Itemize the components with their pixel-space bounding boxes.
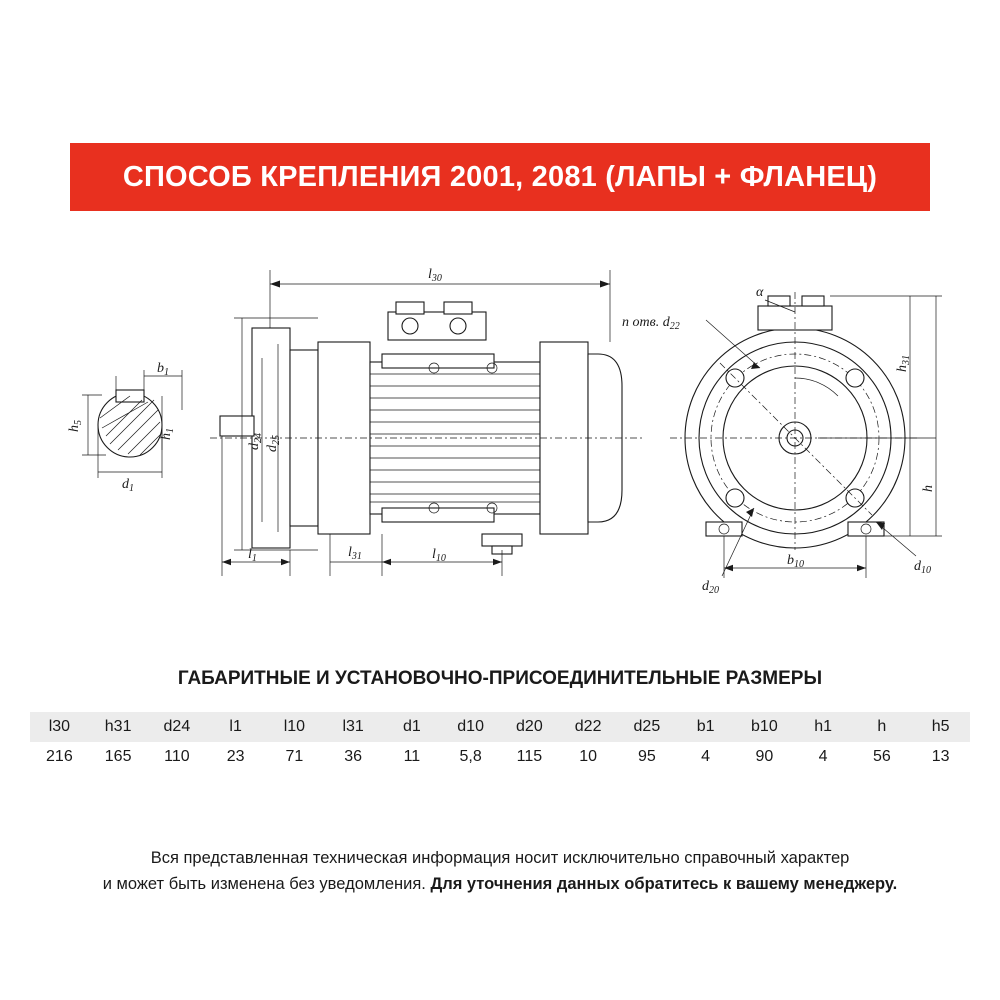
col-header-b10: b10 xyxy=(751,718,778,735)
title-banner xyxy=(70,143,930,211)
svg-text:n отв. d22: n отв. $d_{22}$ xyxy=(622,315,680,332)
disclaimer-line-1: Вся представленная техническая информация носит исключительно справочный характер xyxy=(150,849,850,867)
col-header-h5: h5 xyxy=(931,718,950,735)
svg-text:h5: $h_5$ xyxy=(67,420,84,432)
disclaimer-line-2-normal: и может быть изменена без уведомления. xyxy=(102,875,431,893)
cell-d1: 11 xyxy=(403,748,421,765)
cell-h31: 165 xyxy=(104,748,132,765)
cell-b1: 4 xyxy=(701,748,711,765)
cell-h5: 13 xyxy=(931,748,950,765)
cell-l30: 216 xyxy=(46,748,73,765)
col-header-l1: l1 xyxy=(229,718,242,735)
table-body xyxy=(30,742,970,772)
disclaimer-note xyxy=(0,845,1000,897)
svg-text:l10: $l_{10}$ xyxy=(432,547,446,564)
col-header-d1: d1 xyxy=(402,718,421,735)
svg-text:l1: $l_1$ xyxy=(248,547,257,564)
cell-l10: 71 xyxy=(285,748,304,765)
cell-d24: 110 xyxy=(164,748,190,765)
svg-text:d20: $d_{20}$ xyxy=(702,579,719,596)
technical-drawing xyxy=(30,250,970,610)
dimensions-table-wrapper xyxy=(30,712,970,772)
cell-l31: 36 xyxy=(344,748,363,765)
col-header-b1: b1 xyxy=(696,718,715,735)
svg-text:d10: $d_{10}$ xyxy=(914,559,931,576)
cell-l1: 23 xyxy=(226,748,245,765)
col-header-d25: d25 xyxy=(633,718,661,735)
svg-text:h31: $h_{31}$ xyxy=(895,355,912,372)
cell-d10: 5,8 xyxy=(459,748,482,765)
motor-side-view xyxy=(210,267,642,576)
col-header-h1: h1 xyxy=(814,718,833,735)
disclaimer-line-2 xyxy=(0,871,1000,897)
disclaimer-line-2-bold: Для уточнения данных обратитесь к вашему менеджеру. xyxy=(430,875,898,893)
table-head xyxy=(30,712,970,742)
svg-text:h: h xyxy=(921,485,936,492)
table-title: ГАБАРИТНЫЕ И УСТАНОВОЧНО-ПРИСОЕДИНИТЕЛЬНЫЕ РАЗМЕРЫ xyxy=(177,668,823,689)
svg-text:d25: $d_{25}$ xyxy=(265,435,282,452)
svg-text:b1: $b_1$ xyxy=(157,361,169,378)
col-header-l31: l31 xyxy=(342,718,364,735)
svg-text:l30: $l_{30}$ xyxy=(428,267,442,284)
col-header-d20: d20 xyxy=(516,718,543,735)
dimensions-table xyxy=(30,712,970,772)
svg-text:d1: $d_1$ xyxy=(122,477,134,494)
svg-text:h1: $h_1$ xyxy=(159,428,176,440)
cell-h1: 4 xyxy=(818,748,828,765)
cell-d20: 115 xyxy=(516,748,543,765)
col-header-d22: d22 xyxy=(574,718,602,735)
col-header-l10: l10 xyxy=(283,718,306,735)
cell-h: 56 xyxy=(872,748,891,765)
svg-text:b10: $b_{10}$ xyxy=(787,553,804,570)
col-header-h: h xyxy=(877,718,887,735)
svg-text:d24: $d_{24}$ xyxy=(247,433,264,450)
table-header-row xyxy=(30,712,970,742)
motor-front-view xyxy=(622,285,942,596)
col-header-h31: h31 xyxy=(104,718,132,735)
svg-text:l31: $l_{31}$ xyxy=(348,545,362,562)
col-header-d24: d24 xyxy=(163,718,191,735)
shaft-section-view xyxy=(67,361,182,494)
col-header-l30: l30 xyxy=(48,718,71,735)
banner-title: СПОСОБ КРЕПЛЕНИЯ 2001, 2081 (ЛАПЫ + ФЛАНЕЦ) xyxy=(122,160,878,193)
table-row xyxy=(30,742,970,772)
cell-b10: 90 xyxy=(755,748,774,765)
col-header-d10: d10 xyxy=(457,718,484,735)
svg-text:α: α xyxy=(756,285,764,300)
cell-d22: 10 xyxy=(579,748,598,765)
cell-d25: 95 xyxy=(637,748,656,765)
